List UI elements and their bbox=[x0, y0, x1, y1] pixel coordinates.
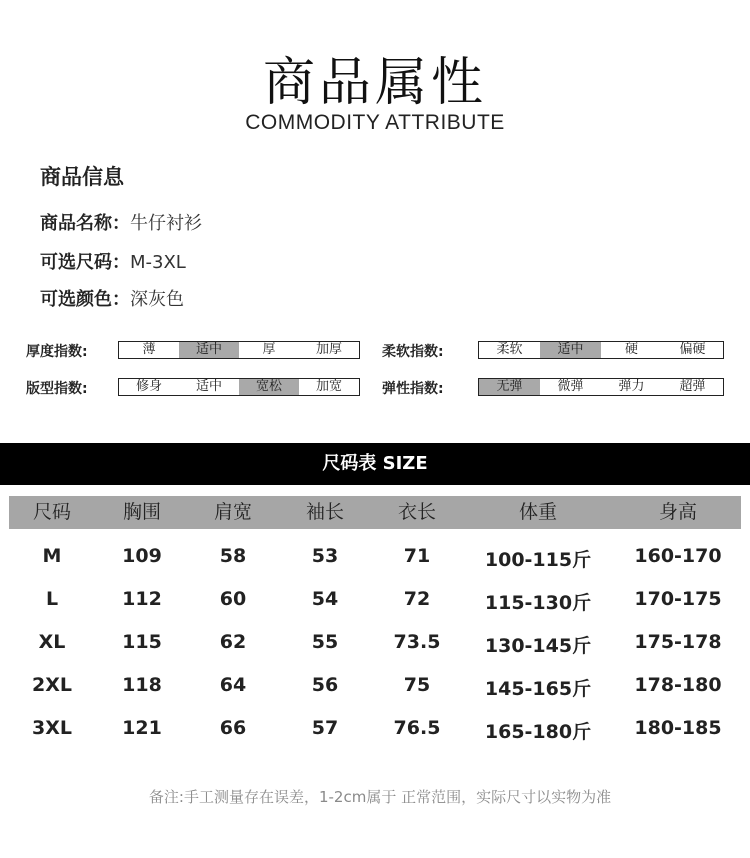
elasticity-option: 弹力 bbox=[618, 379, 645, 394]
size-table-cell: 115 bbox=[122, 631, 162, 653]
elasticity-label: 弹性指数: bbox=[382, 381, 444, 397]
size-table-cell: XL bbox=[38, 631, 66, 653]
size-table-cell: 57 bbox=[311, 717, 339, 739]
fit-option: 修身 bbox=[135, 379, 162, 394]
size-table-cell: 2XL bbox=[32, 674, 72, 696]
size-table-cell: 100-115斤 bbox=[484, 549, 592, 571]
size-table-cell: 73.5 bbox=[393, 631, 441, 653]
page-subtitle: COMMODITY ATTRIBUTE bbox=[245, 111, 505, 134]
size-table-column-header: 尺码 bbox=[32, 501, 72, 523]
fit-scale bbox=[118, 378, 360, 396]
elasticity-option: 微弹 bbox=[557, 379, 584, 394]
size-table-cell: 66 bbox=[219, 717, 247, 739]
size-table-cell: 71 bbox=[403, 545, 431, 567]
size-table-cell: 60 bbox=[219, 588, 247, 610]
size-table-cell: 56 bbox=[311, 674, 339, 696]
fit-option: 加宽 bbox=[315, 379, 342, 394]
thickness-option: 适中 bbox=[179, 342, 239, 358]
size-table-cell: 3XL bbox=[32, 717, 72, 739]
thickness-option: 加厚 bbox=[315, 342, 342, 357]
softness-option: 硬 bbox=[624, 342, 638, 357]
elasticity-option: 超弹 bbox=[679, 379, 706, 394]
size-table-cell: 180-185 bbox=[634, 717, 722, 739]
size-table-cell: 55 bbox=[311, 631, 339, 653]
size-table-column-header: 体重 bbox=[518, 501, 558, 523]
softness-option: 柔软 bbox=[496, 342, 523, 357]
softness-option: 偏硬 bbox=[679, 342, 706, 357]
size-table-cell: 58 bbox=[219, 545, 247, 567]
size-table-cell: 64 bbox=[219, 674, 247, 696]
size-table-cell: 165-180斤 bbox=[484, 721, 592, 743]
info-sizes-label: 可选尺码： bbox=[40, 252, 130, 273]
size-table-column-header: 衣长 bbox=[397, 501, 437, 523]
info-colors-label: 可选颜色： bbox=[40, 289, 130, 310]
info-heading: 商品信息 bbox=[40, 165, 124, 189]
thickness-option: 薄 bbox=[142, 342, 156, 357]
size-table-cell: 178-180 bbox=[634, 674, 722, 696]
elasticity-option: 无弹 bbox=[479, 379, 540, 395]
info-sizes-value: M-3XL bbox=[130, 252, 186, 273]
size-table-cell: 160-170 bbox=[634, 545, 722, 567]
size-table-header bbox=[9, 496, 741, 529]
fit-option: 宽松 bbox=[239, 379, 299, 395]
info-colors-value: 深灰色 bbox=[130, 289, 184, 310]
size-table-cell: 121 bbox=[122, 717, 162, 739]
fit-label: 版型指数: bbox=[26, 381, 88, 397]
size-table-cell: 53 bbox=[311, 545, 339, 567]
size-table-cell: 54 bbox=[311, 588, 339, 610]
size-table-cell: 109 bbox=[122, 545, 162, 567]
size-table-cell: 76.5 bbox=[393, 717, 441, 739]
info-product-name-value: 牛仔衬衫 bbox=[130, 213, 202, 234]
size-table-cell: M bbox=[42, 545, 62, 567]
page-title: 商品属性 bbox=[262, 53, 487, 113]
thickness-option: 厚 bbox=[262, 342, 276, 357]
size-table-cell: L bbox=[45, 588, 59, 610]
info-colors bbox=[40, 285, 184, 311]
size-table-column-header: 肩宽 bbox=[213, 501, 253, 523]
softness-scale bbox=[478, 341, 724, 359]
size-table-cell: 62 bbox=[219, 631, 247, 653]
size-table-column-header: 身高 bbox=[658, 501, 698, 523]
info-product-name-label: 商品名称： bbox=[40, 213, 130, 234]
thickness-scale bbox=[118, 341, 360, 359]
size-table-cell: 72 bbox=[403, 588, 431, 610]
size-table-title: 尺码表 SIZE bbox=[0, 443, 750, 485]
softness-label: 柔软指数: bbox=[382, 344, 444, 360]
info-product-name bbox=[40, 209, 202, 235]
info-sizes bbox=[40, 248, 186, 274]
elasticity-scale bbox=[478, 378, 724, 396]
size-table-cell: 170-175 bbox=[634, 588, 722, 610]
size-table-column-header: 袖长 bbox=[305, 501, 345, 523]
size-table-cell: 130-145斤 bbox=[484, 635, 592, 657]
measurement-note: 备注:手工测量存在误差，1-2cm属于 正常范围，实际尺寸以实物为准 bbox=[148, 788, 612, 806]
size-table-cell: 115-130斤 bbox=[484, 592, 592, 614]
size-table-cell: 118 bbox=[122, 674, 162, 696]
size-table-column-header: 胸围 bbox=[122, 501, 162, 523]
softness-option: 适中 bbox=[540, 342, 601, 358]
fit-option: 适中 bbox=[195, 379, 222, 394]
size-table-cell: 112 bbox=[122, 588, 162, 610]
thickness-label: 厚度指数: bbox=[26, 344, 88, 360]
size-table-cell: 75 bbox=[403, 674, 431, 696]
size-table-cell: 175-178 bbox=[634, 631, 722, 653]
size-table-cell: 145-165斤 bbox=[484, 678, 592, 700]
